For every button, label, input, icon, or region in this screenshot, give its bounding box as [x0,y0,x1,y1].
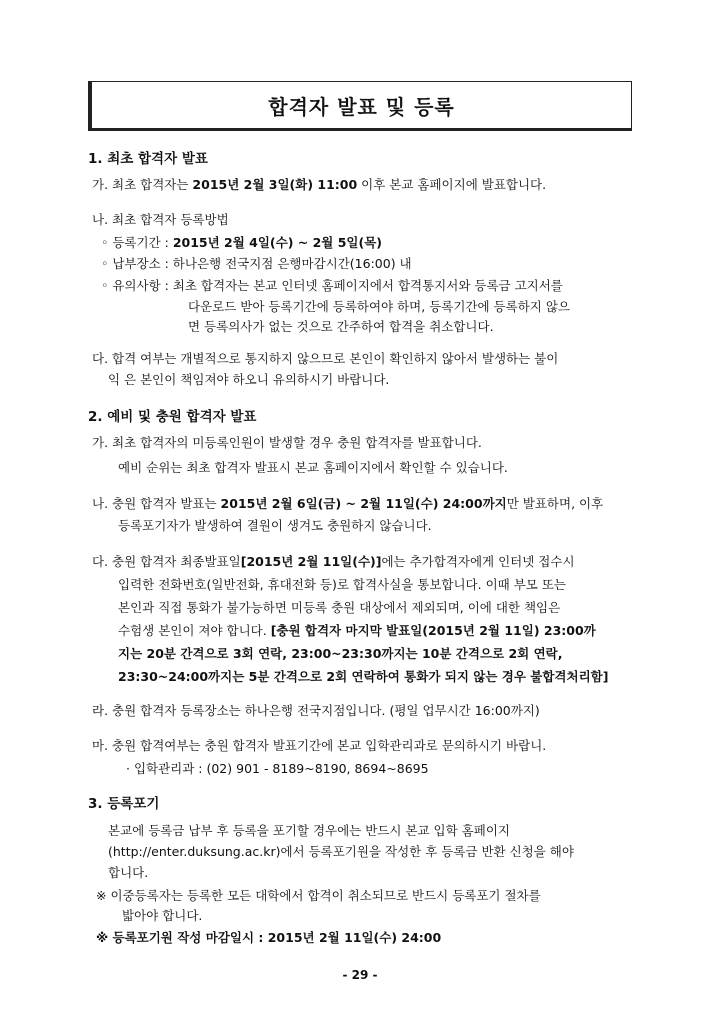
s1-item-na-heading: 나. 최초 합격자 등록방법 [92,212,229,227]
s2-na-post: 만 발표하며, 이후 [506,496,604,511]
s2-da-4-pre: 수험생 본인이 져야 합니다. [118,623,271,638]
s3-para-line-3: 합니다. [108,865,149,880]
s3-note-line-2: 밟아야 합니다. [122,908,203,923]
s2-da-date: [2015년 2월 11일(수)] [240,554,382,569]
s2-da-4-bold: [충원 합격자 마지막 발표일(2015년 2월 11일) 23:00까 [270,623,596,638]
s2-ga-line-1: 가. 최초 합격자의 미등록인원이 발생할 경우 충원 합격자를 발표합니다. [92,435,482,450]
page-title: 합격자 발표 및 등록 [268,94,455,119]
s2-na-line-2: 등록포기자가 발생하여 결원이 생겨도 충원하지 않습니다. [118,518,432,533]
s1-note-line-2: 다운로드 받아 등록기간에 등록하여야 하며, 등록기간에 등록하지 않으 [188,299,570,314]
s2-ma: 마. 충원 합격여부는 충원 합격자 발표기간에 본교 입학관리과로 문의하시기 바랍니. [92,738,547,753]
s3-para-line-1: 본교에 등록금 납부 후 등록을 포기할 경우에는 반드시 본교 입학 홈페이지 [108,823,510,838]
s1-period-value: 2015년 2월 4일(수) ~ 2월 5일(목) [172,235,383,250]
s2-da-line-5: 지는 20분 간격으로 3회 연락, 23:00~23:30까지는 10분 간격으로 2회 연락, [118,646,563,661]
s1-period-label: ◦ 등록기간 : [101,235,173,250]
s2-da-pre: 다. 충원 합격자 최종발표일 [92,554,241,569]
s2-na-pre: 나. 충원 합격자 발표는 [92,496,221,511]
s1-ga-date: 2015년 2월 3일(화) 11:00 [192,177,358,192]
s1-period [101,234,382,252]
section-2-heading: 2. 예비 및 충원 합격자 발표 [88,409,257,425]
s2-contact: · 입학관리과 : (02) 901 - 8189~8190, 8694~8695 [126,761,429,776]
s2-da-line-1 [92,553,575,571]
s2-na-line-1 [92,495,603,513]
s1-ga-pre: 가. 최초 합격자는 [92,177,193,192]
section-3-heading: 3. 등록포기 [88,796,160,812]
s2-ga-line-2: 예비 순위는 최초 합격자 발표시 본교 홈페이지에서 확인할 수 있습니다. [118,460,508,475]
s1-note-line-1: ◦ 유의사항 : 최초 합격자는 본교 인터넷 홈페이지에서 합격통지서와 등록금 고지서를 [101,278,563,293]
s1-item-ga [92,176,546,194]
s1-note-line-3: 면 등록의사가 없는 것으로 간주하여 합격을 취소합니다. [188,319,494,334]
section-1-heading: 1. 최초 합격자 발표 [88,151,208,167]
s3-para-line-2: (http://enter.duksung.ac.kr)에서 등록포기원을 작성한 후 등록금 반환 신청을 해야 [108,844,574,859]
s1-ga-post: 이후 본교 홈페이지에 발표합니다. [357,177,547,192]
s3-note-line-1: ※ 이중등록자는 등록한 모든 대학에서 합격이 취소되므로 반드시 등록포기 절차를 [96,888,541,903]
s1-da-line-1: 다. 합격 여부는 개별적으로 통지하지 않으므로 본인이 확인하지 않아서 발생하는 불이 [92,351,559,366]
title-box [88,81,632,131]
s1-place: ◦ 납부장소 : 하나은행 전국지점 은행마감시간(16:00) 내 [101,256,412,271]
s2-da-line-3: 본인과 직접 통화가 불가능하면 미등록 충원 대상에서 제외되며, 이에 대한 책임은 [118,600,561,615]
s2-na-dates: 2015년 2월 6일(금) ~ 2월 11일(수) 24:00까지 [220,496,507,511]
s2-da-post: 에는 추가합격자에게 인터넷 접수시 [381,554,575,569]
s1-da-line-2: 익 은 본인이 책임져야 하오니 유의하시기 바랍니다. [108,372,390,387]
s2-da-line-2: 입력한 전화번호(일반전화, 휴대전화 등)로 합격사실을 통보합니다. 이때 부모 또는 [118,577,566,592]
s2-da-line-4 [118,622,596,640]
s2-ra: 라. 충원 합격자 등록장소는 하나은행 전국지점입니다. (평일 업무시간 16:00까지) [92,703,540,718]
s2-da-line-6: 23:30~24:00까지는 5분 간격으로 2회 연락하여 통화가 되지 않는 경우 불합격처리함] [118,669,609,684]
s3-deadline: ※ 등록포기원 작성 마감일시 : 2015년 2월 11일(수) 24:00 [96,930,442,945]
page-number: - 29 - [342,968,378,982]
